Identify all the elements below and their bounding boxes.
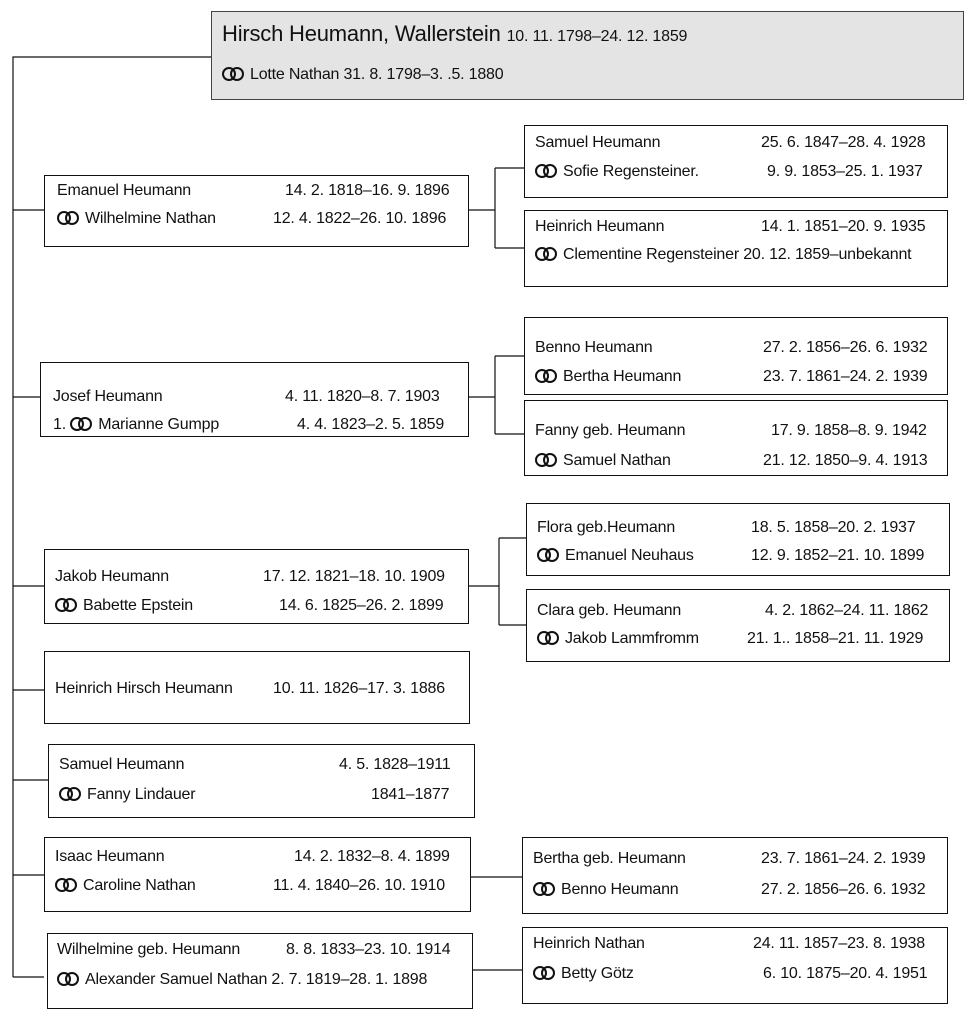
marriage-rings-icon bbox=[535, 247, 557, 261]
person-name: Bertha geb. Heumann bbox=[533, 850, 686, 867]
marriage-rings-icon bbox=[59, 787, 81, 801]
person-name: Benno Heumann bbox=[535, 339, 653, 356]
spouse-dates: 12. 4. 1822–26. 10. 1896 bbox=[273, 210, 447, 227]
person-name: Samuel Heumann bbox=[59, 756, 185, 773]
marriage-rings-icon bbox=[57, 211, 79, 225]
person-box-josef bbox=[40, 362, 469, 437]
person-dates: 8. 8. 1833–23. 10. 1914 bbox=[286, 941, 451, 958]
person-dates: 10. 11. 1798–24. 12. 1859 bbox=[506, 28, 688, 45]
person-dates: 14. 2. 1818–16. 9. 1896 bbox=[285, 182, 450, 199]
person-box-clara bbox=[526, 589, 950, 662]
person-box-benno bbox=[524, 317, 948, 395]
spouse-name: Wilhelmine Nathan bbox=[85, 210, 216, 227]
spouse-dates: 14. 6. 1825–26. 2. 1899 bbox=[279, 597, 444, 614]
person-box-bertha-i bbox=[522, 837, 948, 914]
person-box-samuel-e bbox=[524, 125, 948, 198]
person-dates: 23. 7. 1861–24. 2. 1939 bbox=[761, 850, 926, 867]
person-box-wilhelmine bbox=[47, 933, 473, 1009]
spouse-dates: 4. 4. 1823–2. 5. 1859 bbox=[297, 416, 445, 433]
person-name: Jakob Heumann bbox=[55, 568, 169, 585]
spouse-line bbox=[537, 629, 699, 649]
marriage-rings-icon bbox=[533, 966, 555, 980]
marriage-rings-icon bbox=[537, 631, 559, 645]
spouse-name: Lotte Nathan 31. 8. 1798–3. .5. 1880 bbox=[250, 66, 504, 83]
spouse-name: Betty Götz bbox=[561, 965, 634, 982]
person-box-jakob bbox=[44, 549, 469, 624]
person-name: Wilhelmine geb. Heumann bbox=[57, 941, 241, 958]
person-box-heinrich-hirsch bbox=[44, 651, 470, 724]
person-name: Hirsch Heumann, Wallerstein bbox=[222, 21, 501, 46]
spouse-dates: 27. 2. 1856–26. 6. 1932 bbox=[761, 881, 926, 898]
spouse-dates: 12. 9. 1852–21. 10. 1899 bbox=[751, 547, 925, 564]
person-name: Flora geb.Heumann bbox=[537, 519, 676, 536]
spouse-line bbox=[533, 880, 679, 900]
spouse-dates: 21. 1.. 1858–21. 11. 1929 bbox=[747, 630, 924, 647]
person-name: Heinrich Heumann bbox=[535, 218, 665, 235]
person-dates: 4. 2. 1862–24. 11. 1862 bbox=[765, 602, 929, 619]
person-dates: 4. 5. 1828–1911 bbox=[339, 756, 451, 773]
person-box-heinrich-nathan bbox=[522, 927, 948, 1004]
marriage-number: 1. bbox=[53, 416, 66, 433]
person-dates: 24. 11. 1857–23. 8. 1938 bbox=[753, 935, 925, 952]
spouse-name: Samuel Nathan bbox=[563, 452, 671, 469]
marriage-rings-icon bbox=[535, 164, 557, 178]
person-box-flora bbox=[526, 503, 950, 576]
marriage-rings-icon bbox=[55, 878, 77, 892]
person-name: Josef Heumann bbox=[53, 388, 163, 405]
person-name: Clara geb. Heumann bbox=[537, 602, 682, 619]
marriage-rings-icon bbox=[57, 972, 79, 986]
person-name: Samuel Heumann bbox=[535, 134, 661, 151]
person-dates: 14. 2. 1832–8. 4. 1899 bbox=[294, 848, 450, 865]
spouse-line bbox=[535, 245, 911, 265]
person-name: Fanny geb. Heumann bbox=[535, 422, 686, 439]
spouse-name: Marianne Gumpp bbox=[98, 416, 220, 433]
person-name: Heinrich Hirsch Heumann bbox=[55, 680, 233, 697]
person-name: Isaac Heumann bbox=[55, 848, 165, 865]
spouse-name: Benno Heumann bbox=[561, 881, 679, 898]
root-person-box bbox=[211, 11, 964, 100]
spouse-line bbox=[55, 596, 193, 616]
spouse-line bbox=[533, 964, 634, 984]
person-dates: 27. 2. 1856–26. 6. 1932 bbox=[763, 339, 928, 356]
spouse-name: Caroline Nathan bbox=[83, 877, 196, 894]
spouse-name: Alexander Samuel Nathan 2. 7. 1819–28. 1. 1898 bbox=[85, 971, 428, 988]
person-dates: 4. 11. 1820–8. 7. 1903 bbox=[285, 388, 440, 405]
spouse-name: Fanny Lindauer bbox=[87, 786, 196, 803]
person-box-samuel-h bbox=[48, 744, 475, 818]
root-spouse-line bbox=[222, 65, 503, 85]
marriage-rings-icon bbox=[537, 548, 559, 562]
spouse-dates: 9. 9. 1853–25. 1. 1937 bbox=[767, 163, 923, 180]
person-box-heinrich-e bbox=[524, 210, 948, 287]
person-box-isaac bbox=[44, 837, 471, 912]
spouse-name: Sofie Regensteiner. bbox=[563, 163, 699, 180]
spouse-name: Bertha Heumann bbox=[563, 368, 682, 385]
person-dates: 18. 5. 1858–20. 2. 1937 bbox=[751, 519, 916, 536]
spouse-line bbox=[537, 546, 694, 566]
person-name: Heinrich Nathan bbox=[533, 935, 645, 952]
spouse-name: Jakob Lammfromm bbox=[565, 630, 699, 647]
marriage-rings-icon bbox=[533, 882, 555, 896]
spouse-line bbox=[57, 970, 427, 990]
spouse-dates: 6. 10. 1875–20. 4. 1951 bbox=[763, 965, 928, 982]
spouse-name: Babette Epstein bbox=[83, 597, 193, 614]
marriage-rings-icon bbox=[55, 598, 77, 612]
person-dates: 25. 6. 1847–28. 4. 1928 bbox=[761, 134, 926, 151]
spouse-line bbox=[535, 367, 681, 387]
marriage-rings-icon bbox=[222, 67, 244, 81]
spouse-name: Clementine Regensteiner 20. 12. 1859–unbekannt bbox=[563, 246, 912, 263]
spouse-line bbox=[535, 162, 699, 182]
spouse-line bbox=[57, 209, 216, 229]
spouse-dates: 11. 4. 1840–26. 10. 1910 bbox=[273, 877, 445, 894]
spouse-line bbox=[55, 876, 196, 896]
spouse-dates: 23. 7. 1861–24. 2. 1939 bbox=[763, 368, 928, 385]
spouse-name: Emanuel Neuhaus bbox=[565, 547, 694, 564]
spouse-dates: 21. 12. 1850–9. 4. 1913 bbox=[763, 452, 928, 469]
person-box-emanuel bbox=[44, 175, 469, 247]
spouse-dates: 1841–1877 bbox=[371, 786, 450, 803]
person-dates: 17. 9. 1858–8. 9. 1942 bbox=[771, 422, 927, 439]
person-dates: 14. 1. 1851–20. 9. 1935 bbox=[761, 218, 926, 235]
person-dates: 10. 11. 1826–17. 3. 1886 bbox=[273, 680, 445, 697]
marriage-rings-icon bbox=[70, 417, 92, 431]
spouse-line bbox=[53, 415, 219, 435]
marriage-rings-icon bbox=[535, 369, 557, 383]
root-name-line bbox=[222, 21, 687, 50]
person-box-fanny bbox=[524, 400, 948, 476]
person-dates: 17. 12. 1821–18. 10. 1909 bbox=[263, 568, 445, 585]
spouse-line bbox=[59, 785, 195, 805]
spouse-line bbox=[535, 451, 671, 471]
marriage-rings-icon bbox=[535, 453, 557, 467]
person-name: Emanuel Heumann bbox=[57, 182, 191, 199]
